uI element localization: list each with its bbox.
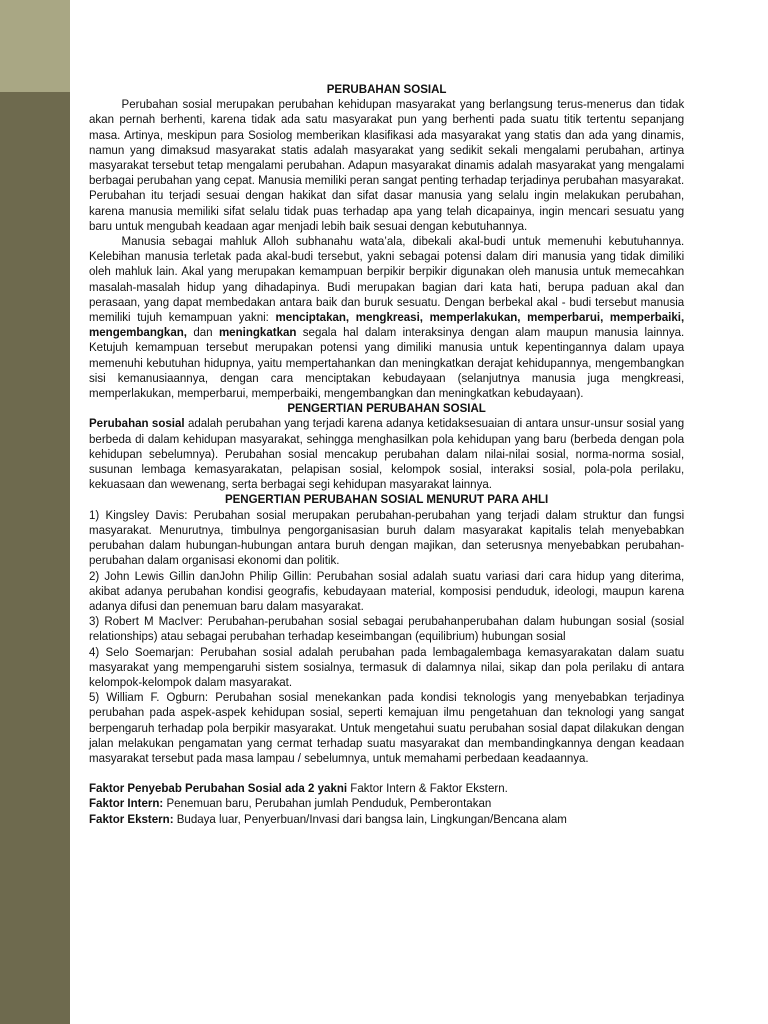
- factors-bold: Faktor Penyebab Perubahan Sosial ada 2 yakni: [89, 781, 348, 796]
- paragraph-intro: Perubahan sosial merupakan perubahan kehidupan masyarakat yang berlangsung terus-menerus dan tidak akan pernah berhenti, karena tidak ada satu masyarakat pun yang berhenti pada suatu titik tertentu sepanjang masa. Artinya, meskipun para Sosiolog memberikan klasifikasi ada masyarakat yang statis dan ada yang dinamis, namun yang dimaksud masyarakat statis adalah masyarakat yang sedikit sekali mengalami perubahan, artinya masyarakat tersebut tetap mengalami perubahan. Adapun masyarakat dinamis adalah masyarakat yang mengalami berbagai perubahan yang cepat. Manusia memiliki peran sangat penting terhadap terjadinya perubahan masyarakat. Perubahan itu terjadi sesuai dengan hakikat dan sifat dasar manusia yang selalu ingin melakukan perubahan, karena manusia memiliki sifat selalu tidak puas terhadap apa yang telah dicapainya, ingin mencari sesuatu yang baru untuk mengubah keadaan agar menjadi lebih baik sesuai dengan kebutuhannya.: [89, 97, 685, 233]
- title-menurut-ahli: PENGERTIAN PERUBAHAN SOSIAL MENURUT PARA AHLI: [224, 492, 549, 507]
- intern-bold: Faktor Intern:: [89, 796, 164, 811]
- intern-line: [89, 796, 684, 811]
- factors-line: [89, 781, 684, 796]
- expert-item-4: 4) Selo Soemarjan: Perubahan sosial adalah perubahan pada lembagalembaga kemasyarakatan dalam suatu masyarakat yang mempengaruhi sistem sosialnya, termasuk di dalamnya nilai, sikap dan pola perilaku di antara kelompok-kelompok dalam masyarakat.: [89, 644, 685, 689]
- p3-bold-term: Perubahan sosial: [89, 416, 185, 431]
- p2-bold-meningkatkan: meningkatkan: [218, 325, 297, 340]
- title-pengertian: PENGERTIAN PERUBAHAN SOSIAL: [287, 401, 486, 416]
- paragraph-pengertian: [89, 416, 684, 492]
- ekstern-text: Budaya luar, Penyerbuan/Invasi dari bangsa lain, Lingkungan/Bencana alam: [173, 811, 567, 826]
- p2-text-c: segala hal dalam interaksinya dengan alam maupun manusia lainnya. Ketujuh kemampuan tersebut merupakan potensi yang dimiliki manusia untuk kepentingannya dalam upaya memenuhi kebutuhan hidupnya, yaitu mempertahankan dan meningkatkan derajat kehidupannya, mengembangkan sisi kemanusiaannya, dengan cara menciptakan kebudayaan (selanjutnya manusia juga mengkreasi, memperlakukan, memperbarui, memperbaiki, mengembangkan dan meningkatkan kebudayaan).: [89, 325, 685, 401]
- expert-item-1: 1) Kingsley Davis: Perubahan sosial merupakan perubahan-perubahan yang terjadi dalam struktur dan fungsi masyarakat. Menurutnya, timbulnya pengorganisasian buruh dalam masyarakat kapitalis telah menyebabkan perubahan dalam hubungan-hubungan antara buruh dengan majikan, dan seterusnya menyebabkan perubahan-perubahan dalam organisasi ekonomi dan politik.: [89, 507, 685, 568]
- expert-item-2: 2) John Lewis Gillin danJohn Philip Gillin: Perubahan sosial adalah suatu variasi dari cara hidup yang diterima, akibat adanya perubahan kondisi geografis, kebudayaan material, komposisi penduduk, ideologi, maupun karena adanya difusi dan penemuan baru dalam masyarakat.: [89, 568, 685, 613]
- p2-text-a: Manusia sebagai mahluk Alloh subhanahu wata’ala, dibekali akal-budi untuk memenuhi kebutuhannya. Kelebihan manusia terletak pada akal-budi tersebut, yakni sebagai potensi dalam diri manusia yang tidak dimiliki oleh mahluk lain. Akal yang merupakan kemampuan berpikir berpikir digunakan oleh manusia untuk memecahkan masalah-masalah hidup yang dihadapinya. Budi merupakan bagian dari kata hati, berupa paduan akal dan perasaan, yang dapat membedakan antara baik dan buruk sesuatu. Dengan berbekal akal - budi tersebut manusia memiliki tujuh kemampuan yakni:: [89, 234, 685, 325]
- ekstern-line: [89, 812, 684, 827]
- p3-text: adalah perubahan yang terjadi karena adanya ketidaksesuaian di antara unsur-unsur sosial yang berbeda di dalam kehidupan masyarakat, sehingga menghasilkan pola kehidupan yang baru (berbeda dengan pola kehidupan sebelumnya). Perubahan sosial mencakup perubahan dalam nilai-nilai sosial, norma-norma sosial, susunan lembaga kemasyarakatan, pelapisan sosial, kelompok sosial, interaksi sosial, pola-pola perilaku, kekuasaan dan wewenang, serta berbagai segi kehidupan masyarakat lainnya.: [89, 416, 685, 492]
- expert-item-3: 3) Robert M MacIver: Perubahan-perubahan sosial sebagai perubahanperubahan dalam hubungan sosial (sosial relationships) atau sebagai perubahan terhadap keseimbangan (equilibrium) hubungan sosial: [89, 614, 685, 644]
- title-perubahan-sosial: PERUBAHAN SOSIAL: [326, 82, 447, 96]
- paragraph-manusia: [89, 234, 684, 401]
- spacer: [89, 766, 684, 781]
- sidebar-top-block: [0, 0, 70, 92]
- document-body: [89, 82, 684, 827]
- p2-text-b: dan: [186, 325, 219, 340]
- factors-text: Faktor Intern & Faktor Ekstern.: [347, 781, 508, 796]
- expert-item-5: 5) William F. Ogburn: Perubahan sosial menekankan pada kondisi teknologis yang menyebabkan terjadinya perubahan pada aspek-aspek kehidupan sosial, seperti kemajuan ilmu pengetahuan dan teknologi yang sangat berpengaruh terhadap pola berpikir masyarakat. Untuk mengetahui suatu perubahan sosial dapat dilakukan dengan jalan melakukan pengamatan yang cermat terhadap suatu masyarakat dan membandingkannya dengan keadaan masyarakat tersebut pada masa lampau / sebelumnya, untuk memahami perbedaan keadaannya.: [89, 690, 685, 765]
- ekstern-bold: Faktor Ekstern:: [89, 811, 174, 826]
- sidebar-bottom-block: [0, 92, 70, 1024]
- intern-text: Penemuan baru, Perubahan jumlah Penduduk, Pemberontakan: [163, 796, 492, 811]
- p2-bold-abilities: menciptakan, mengkreasi, memperlakukan, memperbarui, memperbaiki, mengembangkan,: [89, 310, 685, 340]
